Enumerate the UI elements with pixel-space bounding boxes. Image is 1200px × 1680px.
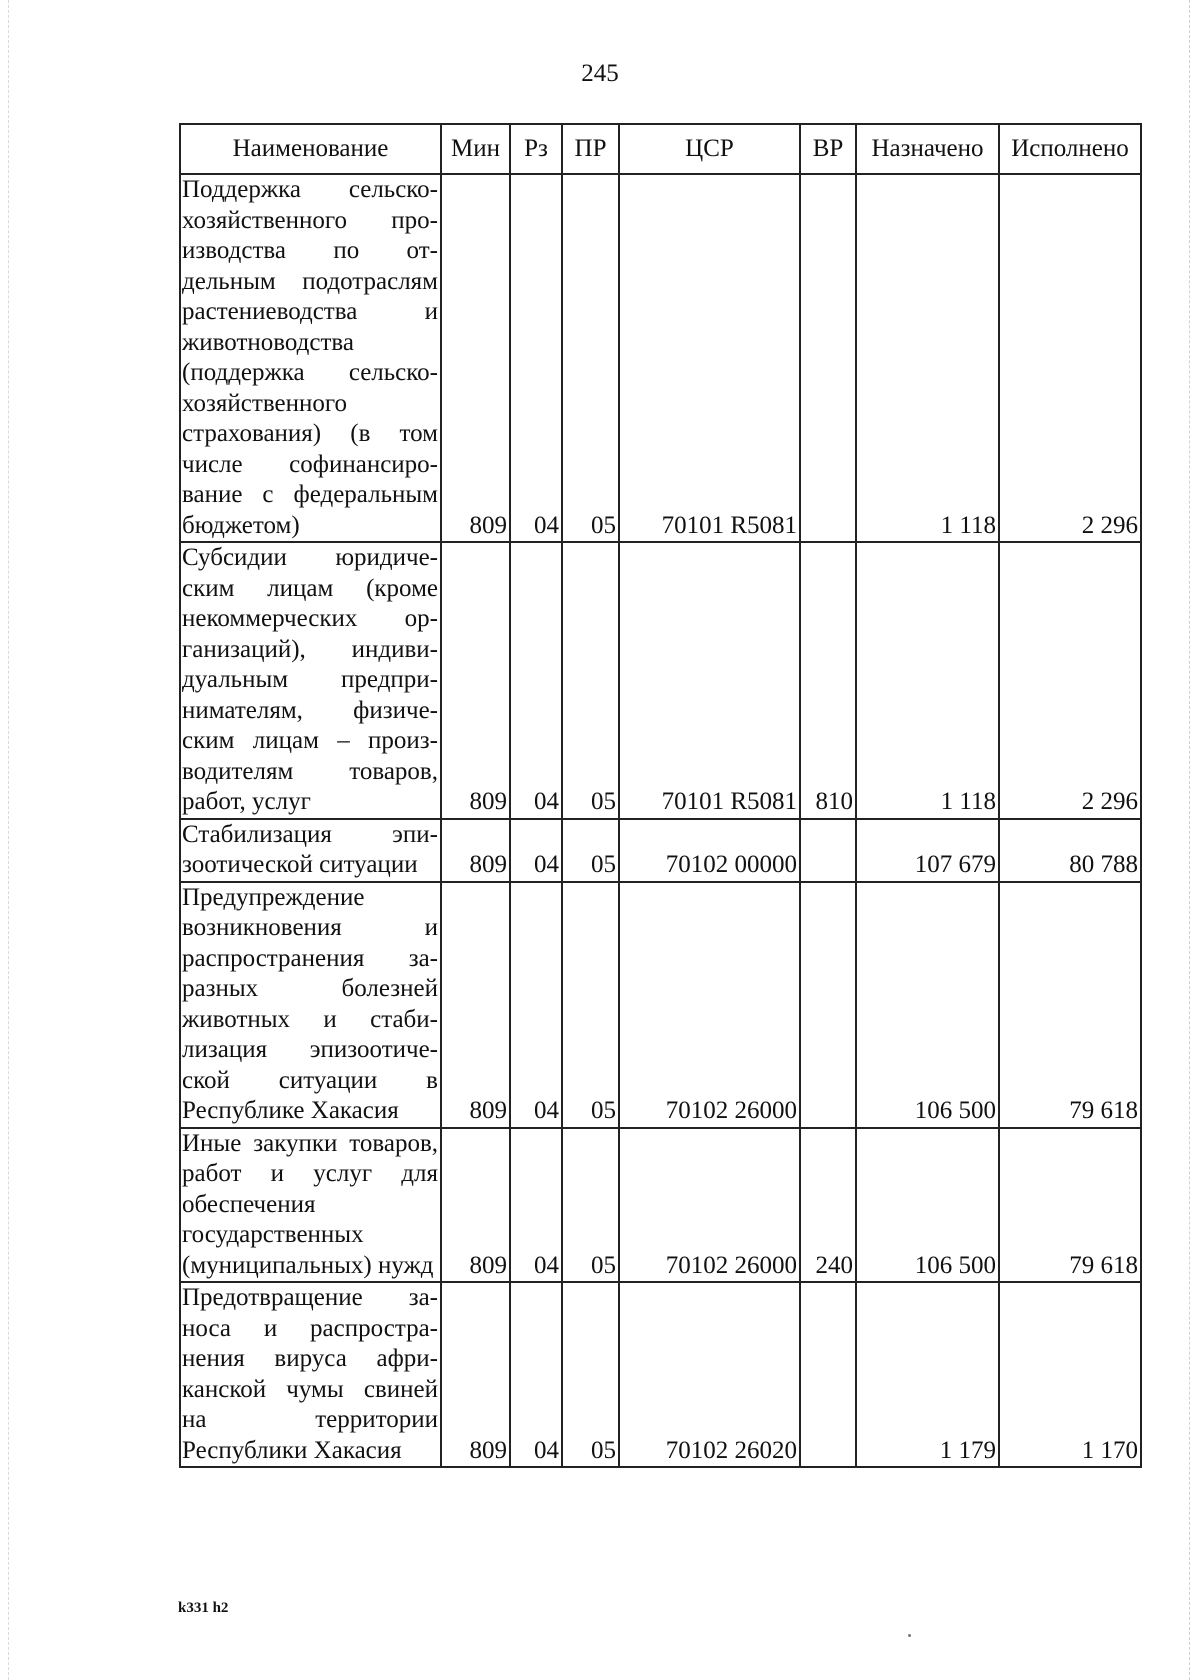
row-executed: 1 170 [999,1282,1141,1467]
row-min: 809 [441,819,510,882]
row-rz: 04 [510,882,562,1128]
row-pr: 05 [562,1128,619,1283]
table-row [180,1128,1141,1283]
row-name: Стабилизация эпизоотической ситуации [180,819,441,882]
header-assigned: Назначено [856,124,999,174]
header-csr: ЦСР [619,124,800,174]
row-vr: 240 [800,1128,856,1283]
table-row [180,882,1141,1128]
row-pr: 05 [562,819,619,882]
row-assigned: 1 118 [856,174,999,542]
row-assigned: 106 500 [856,1128,999,1283]
table-row [180,174,1141,542]
row-pr: 05 [562,882,619,1128]
row-min: 809 [441,174,510,542]
budget-table [179,123,1142,1468]
row-min: 809 [441,1282,510,1467]
row-executed: 80 788 [999,819,1141,882]
row-vr [800,882,856,1128]
row-name: Поддержка сельскохозяйственного производства по отдельным подотраслям растениеводства и животноводства (поддержка сельскохозяйственного страхования) (в том числе софинансирование с федеральным бюджетом) [180,174,441,542]
row-name: Субсидии юридическим лицам (кроме некоммерческих организаций), индивидуальным предпринимателям, физическим лицам – производителям товаров, работ, услуг [180,542,441,819]
row-vr [800,819,856,882]
header-rz: Рз [510,124,562,174]
row-rz: 04 [510,1128,562,1283]
table-row [180,819,1141,882]
row-name: Иные закупки товаров, работ и услуг для обеспечения государственных (муниципальных) нужд [180,1128,441,1283]
row-rz: 04 [510,1282,562,1467]
row-csr: 70102 26000 [619,882,800,1128]
row-vr [800,1282,856,1467]
row-csr: 70102 26020 [619,1282,800,1467]
row-name: Предупреждение возникновения и распространения заразных болезней животных и стабилизация эпизоотической ситуации в Республике Хакасия [180,882,441,1128]
header-name: Наименование [180,124,441,174]
page-number: 245 [581,60,619,87]
row-assigned: 106 500 [856,882,999,1128]
header-executed: Исполнено [999,124,1141,174]
row-vr [800,174,856,542]
row-assigned: 1 118 [856,542,999,819]
row-pr: 05 [562,174,619,542]
row-rz: 04 [510,819,562,882]
row-min: 809 [441,882,510,1128]
row-executed: 2 296 [999,174,1141,542]
table-row [180,542,1141,819]
row-vr: 810 [800,542,856,819]
row-executed: 2 296 [999,542,1141,819]
row-min: 809 [441,542,510,819]
row-csr: 70101 R5081 [619,174,800,542]
row-rz: 04 [510,542,562,819]
scan-speck [908,1634,911,1637]
header-vr: ВР [800,124,856,174]
row-assigned: 1 179 [856,1282,999,1467]
row-name: Предотвращение заноса и распространения вируса африканской чумы свиней на территории Республики Хакасия [180,1282,441,1467]
row-pr: 05 [562,542,619,819]
scan-edge-right [1189,0,1190,1680]
table-header-row [180,124,1141,174]
scan-edge-left [8,0,9,1680]
row-rz: 04 [510,174,562,542]
row-csr: 70102 00000 [619,819,800,882]
row-csr: 70102 26000 [619,1128,800,1283]
row-executed: 79 618 [999,882,1141,1128]
row-pr: 05 [562,1282,619,1467]
row-csr: 70101 R5081 [619,542,800,819]
row-min: 809 [441,1128,510,1283]
header-min: Мин [441,124,510,174]
header-pr: ПР [562,124,619,174]
table-row [180,1282,1141,1467]
footer-code: k331 h2 [178,1600,229,1616]
row-executed: 79 618 [999,1128,1141,1283]
row-assigned: 107 679 [856,819,999,882]
